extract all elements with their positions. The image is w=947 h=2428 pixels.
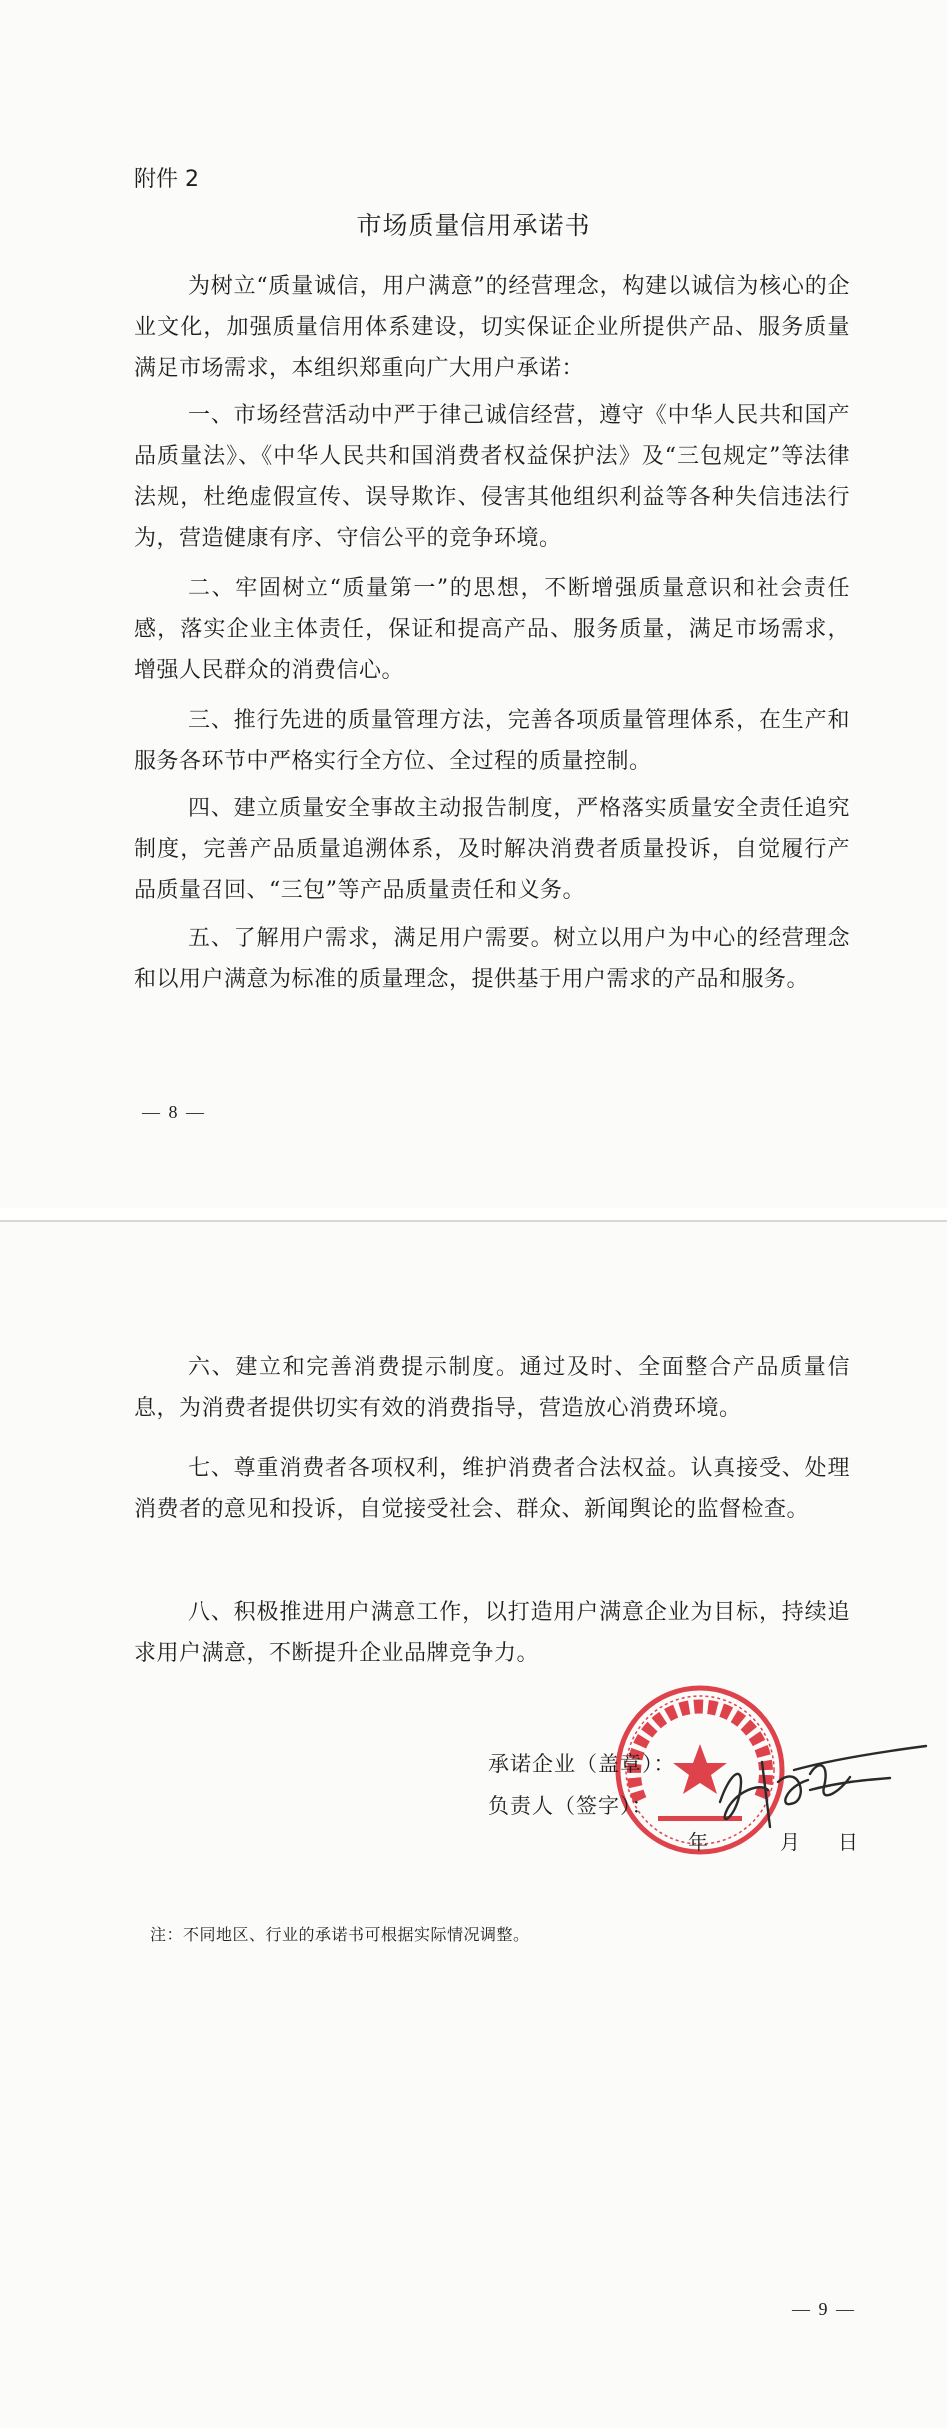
paragraph-2: 二、牢固树立“质量第一”的思想，不断增强质量意识和社会责任感，落实企业主体责任，保证和提高产品、服务质量，满足市场需求，增强人民群众的消费信心。 (134, 576, 850, 683)
paragraph-5: 五、了解用户需求，满足用户需要。树立以用户为中心的经营理念和以用户满意为标准的质量理念，提供基于用户需求的产品和服务。 (134, 926, 850, 992)
page-number: — 8 — (142, 1102, 206, 1122)
date-year: 年 (688, 1830, 708, 1854)
date-month: 月 (780, 1830, 800, 1854)
document-page-8 (0, 0, 947, 1208)
paragraph-3: 三、推行先进的质量管理方法，完善各项质量管理体系，在生产和服务各环节中严格实行全方位、全过程的质量控制。 (134, 708, 850, 774)
paragraph-1: 一、市场经营活动中严于律己诚信经营，遵守《中华人民共和国产品质量法》、《中华人民共和国消费者权益保护法》及“三包规定”等法律法规，杜绝虚假宣传、误导欺诈、侵害其他组织利益等各种失信违法行为，营造健康有序、守信公平的竞争环境。 (134, 403, 850, 551)
date-day: 日 (838, 1830, 858, 1854)
paragraph-8: 八、积极推进用户满意工作，以打造用户满意企业为目标，持续追求用户满意，不断提升企业品牌竞争力。 (134, 1600, 850, 1666)
page-number: — 9 — (792, 2299, 856, 2319)
page-gap (0, 1208, 947, 1220)
date-line (688, 1826, 858, 1855)
paragraph-intro: 为树立“质量诚信，用户满意”的经营理念，构建以诚信为核心的企业文化，加强质量信用体系建设，切实保证企业所提供产品、服务质量满足市场需求，本组织郑重向广大用户承诺： (134, 274, 850, 381)
attachment-label: 附件 2 (134, 167, 199, 192)
seal-label: 承诺企业（盖章）： (488, 1752, 676, 1776)
document-title: 市场质量信用承诺书 (356, 211, 591, 240)
signer-label: 负责人（签字）： (488, 1794, 654, 1818)
paragraph-7: 七、尊重消费者各项权利，维护消费者合法权益。认真接受、处理消费者的意见和投诉，自觉接受社会、群众、新闻舆论的监督检查。 (134, 1456, 850, 1522)
paragraph-4: 四、建立质量安全事故主动报告制度，严格落实质量安全责任追究制度，完善产品质量追溯体系，及时解决消费者质量投诉，自觉履行产品质量召回、“三包”等产品质量责任和义务。 (134, 796, 850, 903)
paragraph-6: 六、建立和完善消费提示制度。通过及时、全面整合产品质量信息，为消费者提供切实有效的消费指导，营造放心消费环境。 (134, 1355, 850, 1421)
footnote: 注：不同地区、行业的承诺书可根据实际情况调整。 (150, 1925, 530, 1944)
